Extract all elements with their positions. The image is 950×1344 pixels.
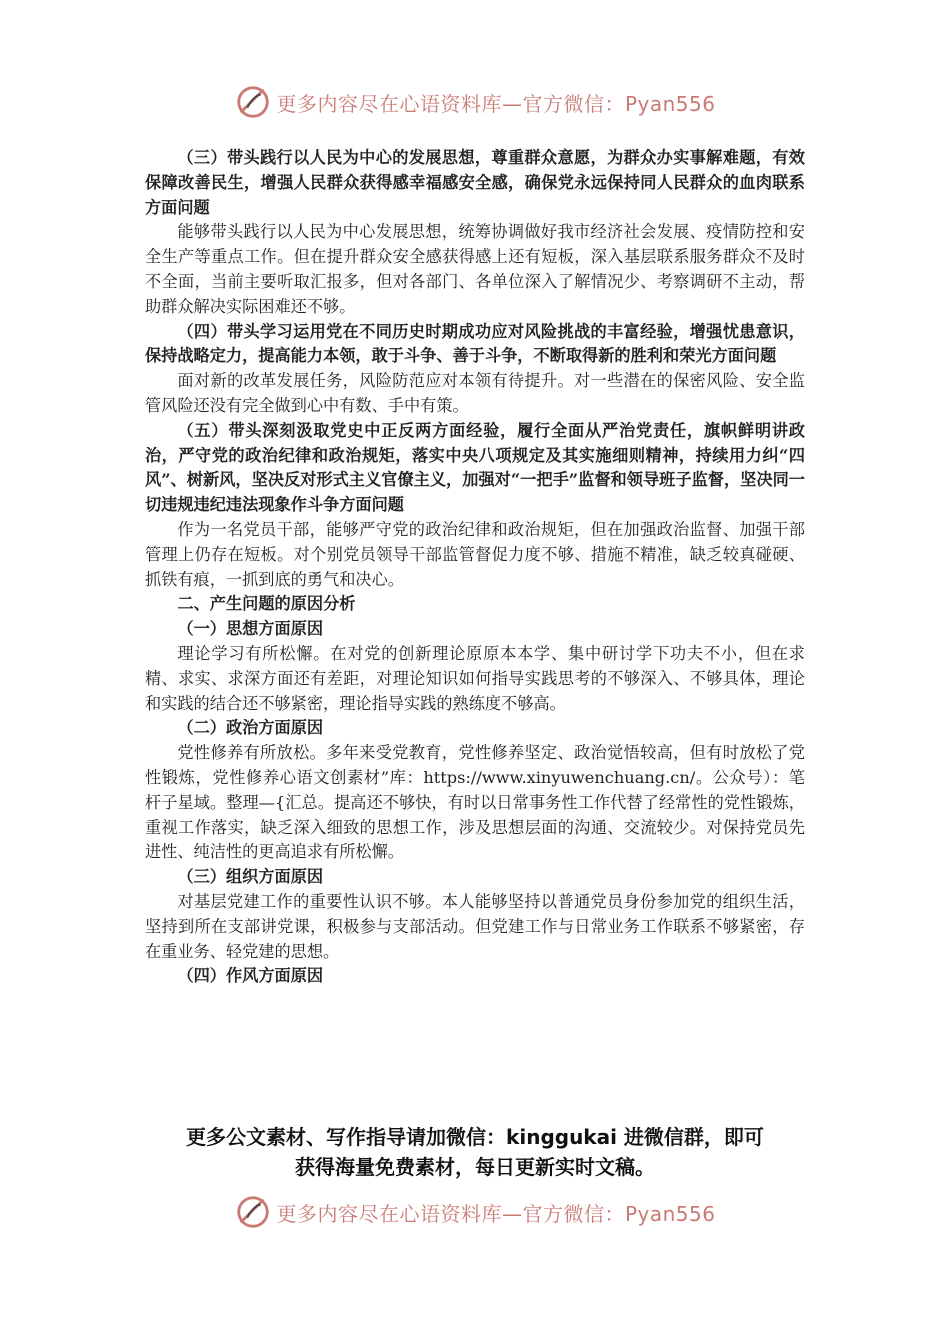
section-heading: （四）作风方面原因 <box>177 966 324 986</box>
section-heading: （五）带头深刻汲取党史中正反两方面经验，履行全面从严治党责任，旗帜鲜明讲政治，严守党的政治纪律和政治规矩，落实中央八项规定及其实施细则精神，持续用力纠“四风”、树新风，坚决反对形式主义官僚主义，加强对“一把手”监督和领导班子监督，坚决同一切违规违纪违法现象作斗争方面问题 <box>145 420 805 515</box>
body-paragraph: 面对新的改革发展任务，风险防范应对本领有待提升。对一些潜在的保密风险、安全监管风险还没有完全做到心中有数、手中有策。 <box>145 371 805 415</box>
promo-notice <box>0 1122 950 1182</box>
body-paragraph: 党性修养有所放松。多年来受党教育，党性修养坚定、政治觉悟较高，但有时放松了党性锻炼，党性修养心语文创素材”库：https://www.xinyuwenchuang.cn/。公众号）：笔杆子星域。整理—{汇总。提高还不够快，有时以日常事务性工作代替了经常性的党性锻炼，重视工作落实，缺乏深入细致的思想工作，涉及思想层面的沟通、交流较少。对保持党员先进性、纯洁性的更高追求有所松懈。 <box>145 743 805 862</box>
promo-line-2: 获得海量免费素材，每日更新实时文稿。 <box>295 1155 655 1179</box>
section-heading: （三）带头践行以人民为中心的发展思想，尊重群众意愿，为群众办实事解难题，有效保障改善民生，增强人民群众获得感幸福感安全感，确保党永远保持同人民群众的血肉联系方面问题 <box>145 148 805 217</box>
body-paragraph: 能够带头践行以人民为中心发展思想，统筹协调做好我市经济社会发展、疫情防控和安全生产等重点工作。但在提升群众安全感获得感上还有短板，深入基层联系服务群众不及时不全面，当前主要听取汇报多，但对各部门、各单位深入了解情况少、考察调研不主动，帮助群众解决实际困难还不够。 <box>145 222 805 316</box>
footer-watermark-text: 更多内容尽在心语资料库—官方微信：Pyan556 <box>276 1201 716 1226</box>
section-heading: 二、产生问题的原因分析 <box>177 594 356 614</box>
section-heading: （一）思想方面原因 <box>177 619 324 639</box>
body-paragraph: 作为一名党员干部，能够严守党的政治纪律和政治规矩，但在加强政治监督、加强干部管理上仍存在短板。对个别党员领导干部监管督促力度不够、措施不精准，缺乏较真碰硬、抓铁有痕，一抓到底的勇气和决心。 <box>145 519 805 589</box>
footer-watermark-banner <box>0 1190 950 1234</box>
section-heading: （四）带头学习运用党在不同历史时期成功应对风险挑战的丰富经验，增强忧患意识，保持战略定力，提高能力本领，敢于斗争、善于斗争，不断取得新的胜利和荣光方面问题 <box>145 321 805 366</box>
document-body <box>145 146 805 989</box>
brand-logo-icon <box>234 1193 272 1231</box>
section-heading: （三）组织方面原因 <box>177 867 324 887</box>
header-watermark-banner <box>0 80 950 124</box>
section-heading: （二）政治方面原因 <box>177 718 324 738</box>
brand-logo-icon <box>234 83 272 121</box>
header-watermark-text: 更多内容尽在心语资料库—官方微信：Pyan556 <box>276 91 716 116</box>
body-paragraph: 对基层党建工作的重要性认识不够。本人能够坚持以普通党员身份参加党的组织生活，坚持到所在支部讲党课，积极参与支部活动。但党建工作与日常业务工作联系不够紧密，存在重业务、轻党建的思想。 <box>145 891 805 961</box>
body-paragraph: 理论学习有所松懈。在对党的创新理论原原本本学、集中研讨学下功夫不小，但在求精、求实、求深方面还有差距，对理论知识如何指导实践思考的不够深入、不够具体，理论和实践的结合还不够紧密，理论指导实践的熟练度不够高。 <box>145 643 805 713</box>
promo-line-1: 更多公文素材、写作指导请加微信：kinggukai 进微信群，即可 <box>186 1125 764 1149</box>
